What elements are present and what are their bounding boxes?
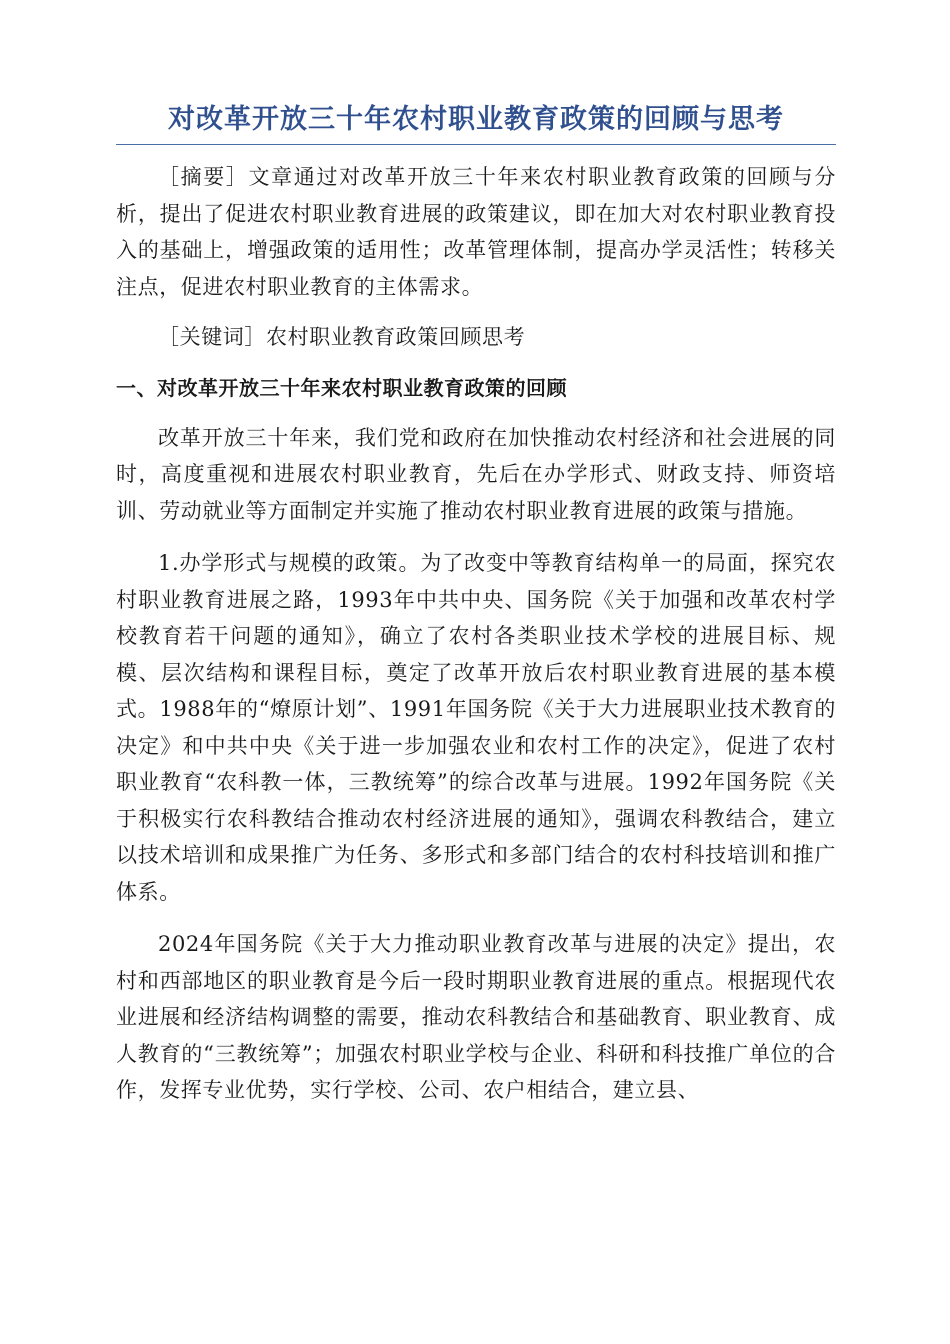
document-title: 对改革开放三十年农村职业教育政策的回顾与思考 — [116, 100, 836, 145]
spacer — [116, 529, 836, 545]
body-paragraph-2: 1.办学形式与规模的政策。为了改变中等教育结构单一的局面，探究农村职业教育进展之路，1993年中共中央、国务院《关于加强和改革农村学校教育若干问题的通知》，确立了农村各类职业技术学校的进展目标、规模、层次结构和课程目标，奠定了改革开放后农村职业教育进展的基本模式。1988年的“燎原计划”、1991年国务院《关于大力进展职业技术教育的决定》和中共中央《关于进一步加强农业和农村工作的决定》，促进了农村职业教育“农科教一体，三教统筹”的综合改革与进展。1992年国务院《关于积极实行农科教结合推动农村经济进展的通知》，强调农科教结合，建立以技术培训和成果推广为任务、多形式和多部门结合的农村科技培训和推广体系。 — [116, 551, 836, 904]
spacer — [116, 910, 836, 926]
spacer — [116, 356, 836, 370]
body-paragraph-1: 改革开放三十年来，我们党和政府在加快推动农村经济和社会进展的同时，高度重视和进展农村职业教育，先后在办学形式、财政支持、师资培训、劳动就业等方面制定并实施了推动农村职业教育进展的政策与措施。 — [116, 425, 836, 523]
section-heading: 一、对改革开放三十年来农村职业教育政策的回顾 — [116, 375, 567, 400]
spacer — [116, 406, 836, 420]
spacer — [116, 305, 836, 319]
body-paragraph-3: 2024年国务院《关于大力推动职业教育改革与进展的决定》提出，农村和西部地区的职业教育是今后一段时期职业教育进展的重点。根据现代农业进展和经济结构调整的需要，推动农科教结合和基础教育、职业教育、成人教育的“三教统筹”；加强农村职业学校与企业、科研和科技推广单位的合作，发挥专业优势，实行学校、公司、农户相结合，建立县、 — [116, 932, 836, 1102]
document-page — [116, 100, 836, 1109]
abstract-paragraph: ［摘要］文章通过对改革开放三十年来农村职业教育政策的回顾与分析，提出了促进农村职业教育进展的政策建议，即在加大对农村职业教育投入的基础上，增强政策的适用性；改革管理体制，提高办学灵活性；转移关注点，促进农村职业教育的主体需求。 — [116, 165, 836, 299]
keywords-paragraph: ［关键词］农村职业教育政策回顾思考 — [158, 325, 526, 349]
